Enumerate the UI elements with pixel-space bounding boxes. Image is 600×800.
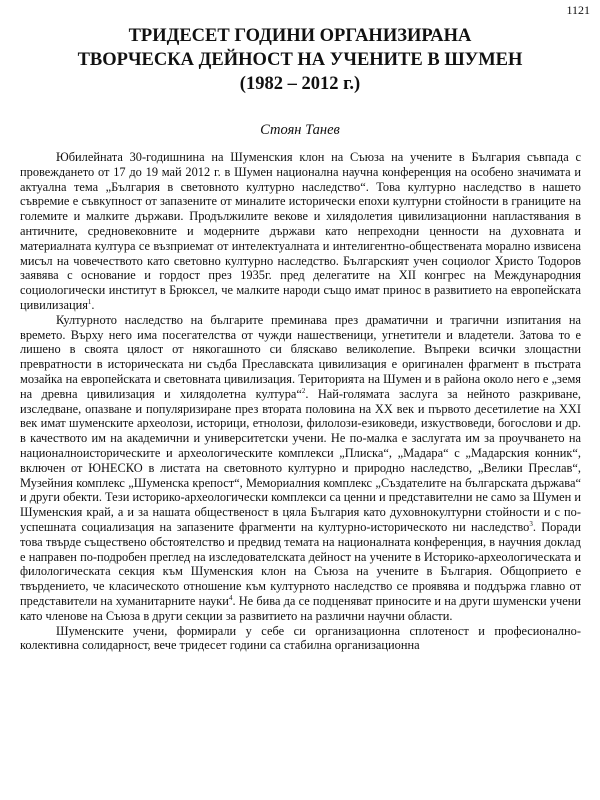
- title-line-1: ТРИДЕСЕТ ГОДИНИ ОРГАНИЗИРАНА: [128, 26, 472, 46]
- footnote-ref: 2: [301, 386, 306, 395]
- title-line-2: ТВОРЧЕСКА ДЕЙНОСТ НА УЧЕНИТЕ В ШУМЕН: [77, 50, 523, 70]
- paragraph-1: [20, 150, 581, 313]
- paragraph-text: . Не бива да се подценяват приносите и на други шуменски учени като членове на Съюза в други секции за развитието на различни научни области.: [20, 593, 581, 623]
- title-years: (1982 – 2012 г.): [239, 74, 361, 94]
- paragraph-text: Шуменските учени, формирали у себе си организационна сплотеност и професионално-колективна солидарност, вече тридесет години са стабилна организационна: [20, 623, 581, 653]
- footnote-ref: 4: [228, 593, 233, 602]
- paragraph-text: Юбилейната 30-годишнина на Шуменския клон на Съюза на учените в България съвпада с провеждането от 17 до 19 май 2012 г. в Шумен национална научна конференция на особено значимата и актуална тема „България в световното културно наследство“. Това културно наследство в нашето съвремие е съвкупност от запазените от миналите исторически епохи културни стойности в границите на големите и малките държави. Продължилите векове и хилядолетия цивилизационни напластявания в античните, средновековните и модерните държави като непреходни ценности на духовната и материалната култура се възприемат от интелектуалната и интелигентно-обществената морално извисена мисъл на човечеството като световно културно наследство. Българският учен социолог Христо Тодоров заявява с основание и гордост през 1935г. пред делегатите на XII конгрес на Международния социологически институт в Брюксел, че малките народи също имат принос в развитието на европейската цивилизация: [20, 150, 581, 312]
- article-body: [20, 150, 581, 653]
- paragraph-text: .: [91, 297, 95, 312]
- paragraph-text: . Поради това твърде съществено обстоятелство и предвид темата на националната конференция, в научния доклад е направен по-подробен преглед на изследователската дейност на учените в Историко-археологическата и филологическата секция към Шуменския клон на Съюза на учените в България. Общоприето е твърдението, че класическото отношение към културното наследство се проявява и поддържа главно от представители на хуманитарните науки: [20, 519, 581, 608]
- paragraph-3: [20, 624, 581, 654]
- page-number: 1121: [566, 3, 590, 17]
- paragraph-text: . Най-голямата заслуга за нейното разкриване, изследване, опазване и популяризиране през втората половина на XX век и първото десетилетие на XXI век имат шуменските археолози, историци, етнолози, филолози-езиковеди, изкуствоведи, богослови и др. в качеството им на академични и университетски учени. Не по-малка е заслугата им за проучването на националноисторическите и археологическите комплекси „Плиска“, „Мадара“ с „Мадарския конник“, включен от ЮНЕСКО в листата на световното културно и природно наследство, „Велики Преслав“, Музейния комплекс „Шуменска крепост“, Мемориалния комплекс „Създателите на българската държава“ и други обекти. Тези историко-археологически комплекси са ценни и представителни не само за Шумен и Шуменския край, а и за нашата общественост в цяла България като духовнокултурни стойности и с по-успешната социализация на запазените фрагменти на културно-историческото ни наследство: [20, 386, 581, 534]
- author-name: Стоян Танев: [260, 122, 340, 138]
- footnote-ref: 3: [529, 519, 533, 528]
- article-title: [0, 24, 600, 96]
- footnote-ref: 1: [87, 297, 92, 306]
- paragraph-2: [20, 313, 581, 624]
- paragraph-text: Културното наследство на българите преминава през драматични и трагични изпитания на времето. Върху него има посегателства от чужди нашественици, угнетители и владетели. Затова то е лишено в своята цялост от някогашното си бляскаво великолепие. Въпреки всички злощастни превратности в историческата ни съдба Преславската цивилизация е оригинален фрагмент в пъстрата мозайка на европейската и световната цивилизация. Територията на Шумен и в района около него е „земя на древна цивилизация и хилядолетна култура“: [20, 312, 581, 401]
